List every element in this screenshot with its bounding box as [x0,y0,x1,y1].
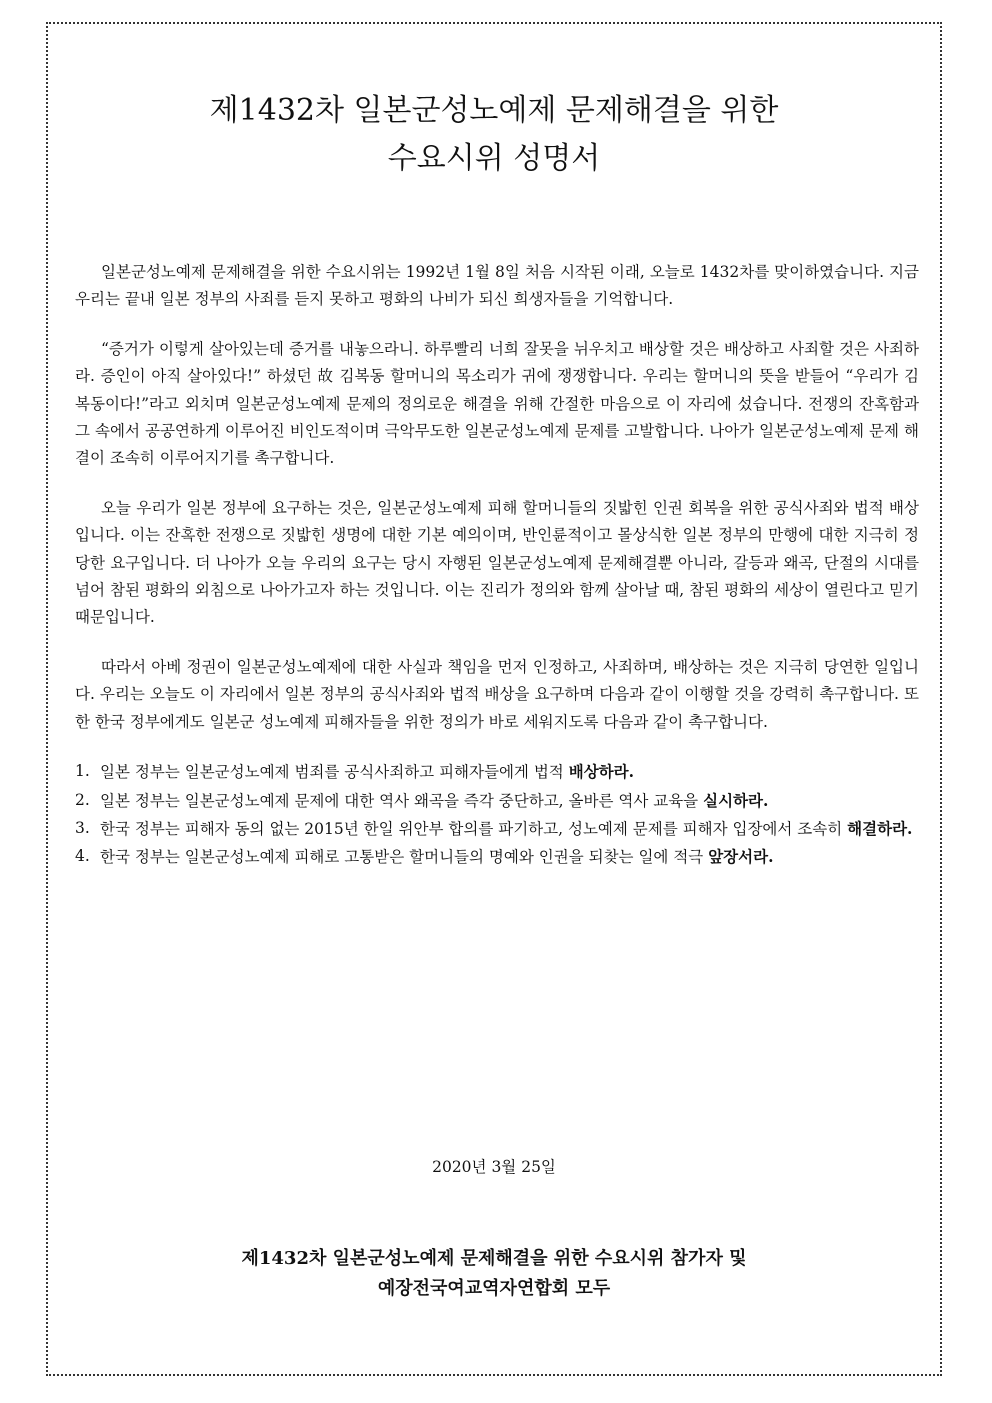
demand-number: 2. [75,790,90,809]
signature-line-1: 제1432차 일본군성노예제 문제해결을 위한 수요시위 참가자 및 [241,1248,747,1269]
statement-body [75,259,919,872]
statement-date: 2020년 3월 25일 [432,1158,556,1176]
demand-emphasis: 해결하라. [847,818,913,838]
demand-number: 1. [75,762,90,781]
demand-emphasis: 앞장서라. [708,847,774,867]
demand-item-4 [75,843,919,871]
demand-emphasis: 배상하라. [568,762,635,782]
demand-text: 한국 정부는 피해자 동의 없는 2015년 한일 위안부 합의를 파기하고, 성노예제 문제를 피해자 입장에서 조속히 [100,819,848,838]
paragraph-3: 오늘 우리가 일본 정부에 요구하는 것은, 일본군성노예제 피해 할머니들의 짓밟힌 인권 회복을 위한 공식사죄와 법적 배상입니다. 이는 잔혹한 전쟁으로 짓밟힌 생명에 대한 기본 예의이며, 반인륜적이고 몰상식한 일본 정부의 만행에 대한 지극히 정당한 요구입니다. 더 나아가 오늘 우리의 요구는 당시 자행된 일본군성노예제 문제해결뿐 아니라, 갈등과 왜곡, 단절의 시대를 넘어 참된 평화의 외침으로 나아가고자 하는 것입니다. 이는 진리가 정의와 함께 살아날 때, 참된 평화의 세상이 열린다고 믿기 때문입니다. [75,498,919,627]
demand-item-3 [75,815,919,843]
demand-number: 4. [75,847,90,866]
signature-block [48,1244,940,1304]
paragraph-1: 일본군성노예제 문제해결을 위한 수요시위는 1992년 1월 8일 처음 시작된 이래, 오늘로 1432차를 맞이하였습니다. 지금 우리는 끝내 일본 정부의 사죄를 듣지 못하고 평화의 나비가 되신 희생자들을 기억합니다. [75,263,919,309]
demand-text: 한국 정부는 일본군성노예제 피해로 고통받은 할머니들의 명예와 인권을 되찾는 일에 적극 [100,848,709,867]
demand-number: 3. [75,818,90,837]
demand-item-2 [75,787,919,815]
document-title [48,87,940,183]
demands-list [75,758,919,872]
demand-emphasis: 실시하라. [703,790,769,810]
demand-text: 일본 정부는 일본군성노예제 범죄를 공식사죄하고 피해자들에게 법적 [100,763,569,782]
paragraph-4: 따라서 아베 정권이 일본군성노예제에 대한 사실과 책임을 먼저 인정하고, 사죄하며, 배상하는 것은 지극히 당연한 일입니다. 우리는 오늘도 이 자리에서 일본 정부의 공식사죄와 법적 배상을 요구하며 다음과 같이 이행할 것을 강력히 촉구합니다. 또한 한국 정부에게도 일본군 성노예제 피해자들을 위한 정의가 바로 세워지도록 다음과 같이 촉구합니다. [75,657,919,731]
demand-text: 일본 정부는 일본군성노예제 문제에 대한 역사 왜곡을 즉각 중단하고, 올바른 역사 교육을 [100,791,704,810]
page-border [46,22,942,1376]
paragraph-2: “증거가 이렇게 살아있는데 증거를 내놓으라니. 하루빨리 너희 잘못을 뉘우치고 배상할 것은 배상하고 사죄할 것은 사죄하라. 증인이 아직 살아있다!” 하셨던 故 김복동 할머니의 목소리가 귀에 쟁쟁합니다. 우리는 할머니의 뜻을 받들어 “우리가 김복동이다!”라고 외치며 일본군성노예제 문제의 정의로운 해결을 위해 간절한 마음으로 이 자리에 섰습니다. 전쟁의 잔혹함과 그 속에서 공공연하게 이루어진 비인도적이며 극악무도한 일본군성노예제 문제를 고발합니다. 나아가 일본군성노예제 문제 해결이 조속히 이루어지기를 촉구합니다. [75,339,919,468]
demand-item-1 [75,758,919,786]
signature-line-2: 예장전국여교역자연합회 모두 [377,1278,611,1299]
title-line-1: 제1432차 일본군성노예제 문제해결을 위한 [209,93,779,128]
title-line-2: 수요시위 성명서 [387,141,601,176]
